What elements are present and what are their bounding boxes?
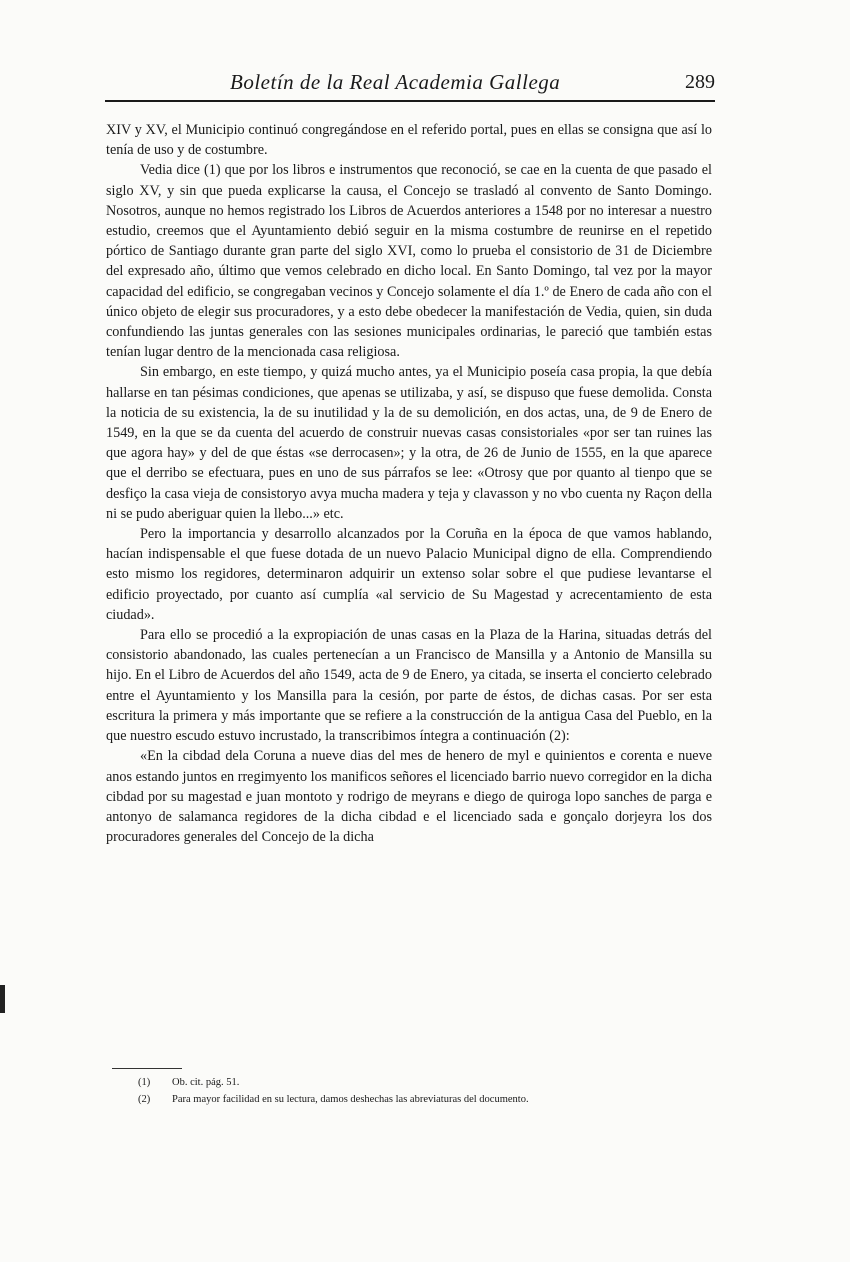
footnote-2 — [138, 1091, 718, 1108]
paragraph-2: Vedia dice (1) que por los libros e instrumentos que reconoció, se cae en la cuenta de que pasado el siglo XV, y sin que pueda explicarse la causa, el Concejo se trasladó al convento de Santo Domingo. Nosotros, aunque no hemos registrado los Libros de Acuerdos anteriores a 1548 por no interesar a nuestro estudio, creemos que el Ayuntamiento debió seguir en la misma costumbre de reunirse en el repetido pórtico de Santiago durante gran parte del siglo XVI, como lo prueba el consistorio de 31 de Diciembre del expresado año, último que vemos celebrado en dicho local. En Santo Domingo, tal vez por la mayor capacidad del edificio, se congregaban vecinos y Concejo solamente el día 1.º de Enero de cada año con el único objeto de elegir sus procuradores, y a esto debe obedecer la manifestación de Vedia, quien, sin duda confundiendo las juntas generales con las sesiones municipales ordinarias, le pareció que también estas tenían lugar dentro de la mencionada casa religiosa. — [106, 162, 712, 361]
body-text — [106, 120, 712, 847]
paragraph-4: Pero la importancia y desarrollo alcanzados por la Coruña en la época de que vamos hablando, hacían indispensable el que fuese dotada de un nuevo Palacio Municipal digno de ella. Comprendiendo esto mismo los regidores, determinaron adquirir un extenso solar sobre el que pudiese levantarse el edificio proyectado, por cuanto así cumplía «al servicio de Su Magestad y acrecentamiento de esta ciudad». — [106, 526, 712, 623]
header-rule — [105, 100, 715, 102]
footnote-text: Para mayor facilidad en su lectura, damos deshechas las abreviaturas del documento. — [172, 1094, 529, 1105]
journal-title: Boletín de la Real Academia Gallega — [230, 70, 561, 94]
footnote-mark: (2) — [138, 1094, 151, 1105]
running-header — [105, 68, 715, 98]
paragraph-5: Para ello se procedió a la expropiación de unas casas en la Plaza de la Harina, situadas detrás del consistorio abandonado, las cuales pertenecían a un Francisco de Mansilla y a Antonio de Mansilla su hijo. En el Libro de Acuerdos del año 1549, acta de 9 de Enero, ya citada, se inserta el concierto celebrado entre el Ayuntamiento y los Mansilla para la cesión, por parte de éstos, de dichas casas. Por ser esta escritura la primera y más importante que se refiere a la construcción de la antigua Casa del Pueblo, en la que nuestro escudo estuvo incrustado, la transcribimos íntegra a continuación (2): — [106, 627, 712, 745]
paragraph-6-quote: «En la cibdad dela Coruna a nueve dias del mes de henero de myl e quinientos e corenta e nueve anos estando juntos en rregimyento los manificos señores el licenciado barrio nuevo corregidor en la dicha cibdad por su magestad e juan montoto y rodrigo de meyrans e diego de quiroga lopo sanches de parga e antonyo de salamanca regidores de la dicha cibdad e el licenciado sada e gonçalo dorjeyra los dos procuradores generales del Concejo de la dicha — [106, 748, 712, 846]
footnote-mark: (1) — [138, 1077, 151, 1088]
scan-edge-mark — [0, 985, 5, 1013]
paragraph-1: XIV y XV, el Municipio continuó congregándose en el referido portal, pues en ellas se consigna que así lo tenía de uso y de costumbre. — [106, 122, 712, 159]
footnotes — [138, 1074, 718, 1108]
footnote-rule — [112, 1068, 182, 1069]
footnote-1 — [138, 1074, 718, 1091]
paragraph-3: Sin embargo, en este tiempo, y quizá mucho antes, ya el Municipio poseía casa propia, la que debía hallarse en tan pésimas condiciones, que apenas se utilizaba, y así, se dispuso que fuese demolida. Consta la noticia de su existencia, la de su inutilidad y la de su demolición, en dos actas, una, de 9 de Enero de 1549, en la que se da cuenta del acuerdo de construir nuevas casas consistoriales «por ser tan ruines las que agora hay» y del de que éstas «se derrocasen»; y la otra, de 26 de Junio de 1555, en la que aparece que el derribo se efectuara, pues en uno de sus párrafos se lee: «Otrosy que por quanto al tienpo que se desfiço la casa vieja de consistoryo avya mucha madera y teja y clavasson y no vbo cuenta ny Raçon della ni se pudo aberiguar quien la llebo...» etc. — [106, 364, 712, 522]
page-number: 289 — [685, 71, 715, 93]
footnote-text: Ob. cit. pág. 51. — [172, 1077, 240, 1088]
